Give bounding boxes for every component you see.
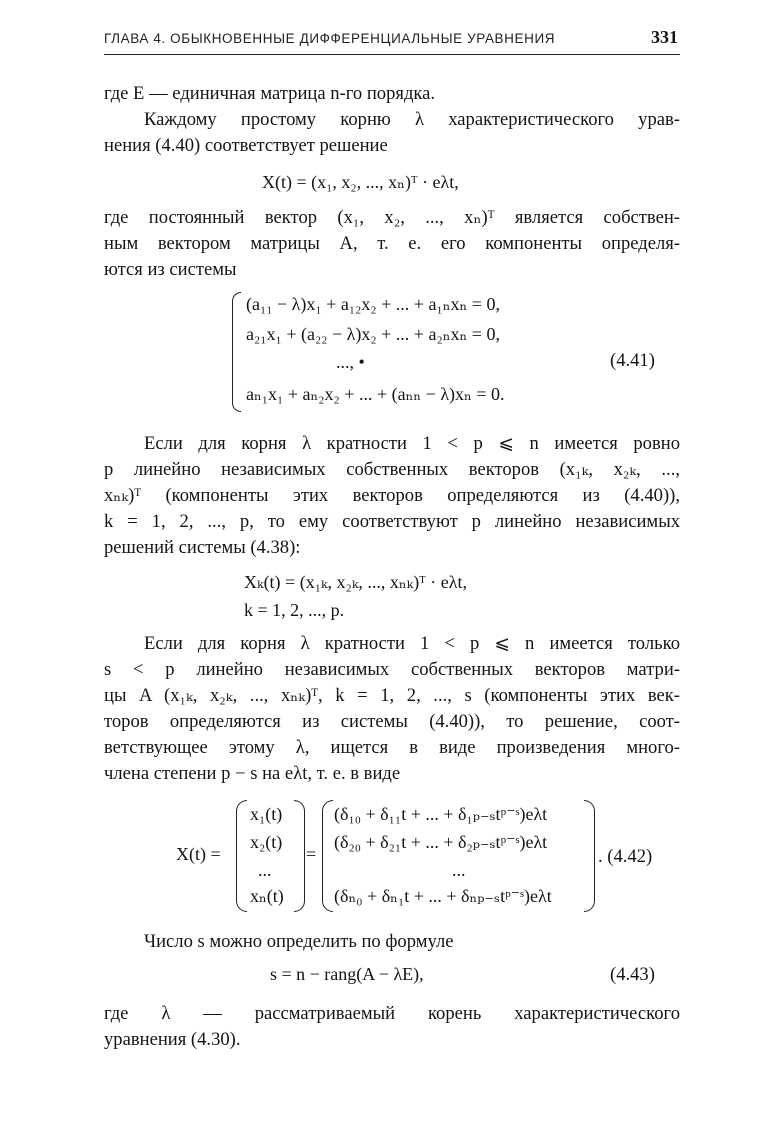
text-line: ветствующее этому λ, ищется в виде произведения много- — [104, 737, 680, 758]
vector-entry: x₂(t) — [250, 832, 283, 852]
text-line: s < p линейно независимых собственных векторов матри- — [104, 659, 680, 680]
system-row-3: ..., • — [336, 352, 365, 372]
left-paren — [322, 800, 333, 912]
text-line: торов определяются из системы (4.40)), то решение, соот- — [104, 711, 680, 732]
page-header — [104, 24, 680, 55]
equation-number: . (4.42) — [598, 846, 653, 867]
text-line: решений системы (4.38): — [104, 537, 301, 558]
equals-sign: = — [306, 844, 317, 864]
vector-entry: ... — [258, 860, 272, 880]
paragraph-first-line: Если для корня λ кратности 1 < p ⩽ n имеется только — [144, 633, 680, 654]
equation-number: (4.41) — [610, 350, 655, 371]
polynomial-entry: (δ₂₀ + δ₂₁t + ... + δ₂ₚ₋ₛtᵖ⁻ˢ)eλt — [334, 832, 548, 852]
vector-entry: x₁(t) — [250, 804, 283, 824]
text-line: k = 1, 2, ..., p, то ему соответствуют p линейно независимых — [104, 511, 680, 532]
text-line: p линейно независимых собственных векторов (x₁ₖ, x₂ₖ, ..., — [104, 459, 680, 480]
paragraph-first-line: Число s можно определить по формуле — [144, 931, 454, 952]
polynomial-entry: ... — [452, 860, 466, 880]
text-line: где E — единичная матрица n-го порядка. — [104, 83, 436, 104]
system-row-1: (a₁₁ − λ)x₁ + a₁₂x₂ + ... + a₁ₙxₙ = 0, — [246, 294, 500, 314]
system-brace — [232, 292, 241, 412]
vector-entry: xₙ(t) — [250, 886, 284, 906]
paragraph-first-line: Каждому простому корню λ характеристического урав- — [144, 109, 680, 130]
left-paren — [236, 800, 247, 912]
text-line: ным вектором матрицы A, т. е. его компоненты определя- — [104, 233, 680, 254]
polynomial-entry: (δ₁₀ + δ₁₁t + ... + δ₁ₚ₋ₛtᵖ⁻ˢ)eλt — [334, 804, 548, 824]
right-paren — [584, 800, 595, 912]
matrix-lhs: X(t) = — [176, 844, 221, 864]
solution-formula: X(t) = (x₁, x₂, ..., xₙ)ᵀ · eλt, — [262, 172, 459, 192]
text-line: xₙₖ)ᵀ (компоненты этих векторов определяются из (4.40)), — [104, 485, 680, 506]
system-row-2: a₂₁x₁ + (a₂₂ − λ)x₂ + ... + a₂ₙxₙ = 0, — [246, 324, 500, 344]
equation-number: (4.43) — [610, 964, 655, 985]
system-row-4: aₙ₁x₁ + aₙ₂x₂ + ... + (aₙₙ − λ)xₙ = 0. — [246, 384, 505, 404]
running-head: ГЛАВА 4. ОБЫКНОВЕННЫЕ ДИФФЕРЕНЦИАЛЬНЫЕ УРАВНЕНИЯ — [104, 31, 556, 46]
xk-formula: Xₖ(t) = (x₁ₖ, x₂ₖ, ..., xₙₖ)ᵀ · eλt, — [244, 572, 467, 592]
rank-formula: s = n − rang(A − λE), — [270, 964, 424, 984]
text-line: нения (4.40) соответствует решение — [104, 135, 388, 156]
text-line: цы A (x₁ₖ, x₂ₖ, ..., xₙₖ)ᵀ, k = 1, 2, ..., s (компоненты этих век- — [104, 685, 680, 706]
text-line: где λ — рассматриваемый корень характеристического — [104, 1003, 680, 1024]
xk-index-range: k = 1, 2, ..., p. — [244, 600, 345, 620]
text-line: уравнения (4.30). — [104, 1029, 241, 1050]
text-line: где постоянный вектор (x₁, x₂, ..., xₙ)ᵀ является собствен- — [104, 207, 680, 228]
page-number: 331 — [651, 27, 678, 47]
paragraph-first-line: Если для корня λ кратности 1 < p ⩽ n имеется ровно — [144, 433, 680, 454]
polynomial-entry: (δₙ₀ + δₙ₁t + ... + δₙₚ₋ₛtᵖ⁻ˢ)eλt — [334, 886, 552, 906]
right-paren — [294, 800, 305, 912]
text-line: ются из системы — [104, 259, 237, 280]
text-line: члена степени p − s на eλt, т. е. в виде — [104, 763, 401, 784]
